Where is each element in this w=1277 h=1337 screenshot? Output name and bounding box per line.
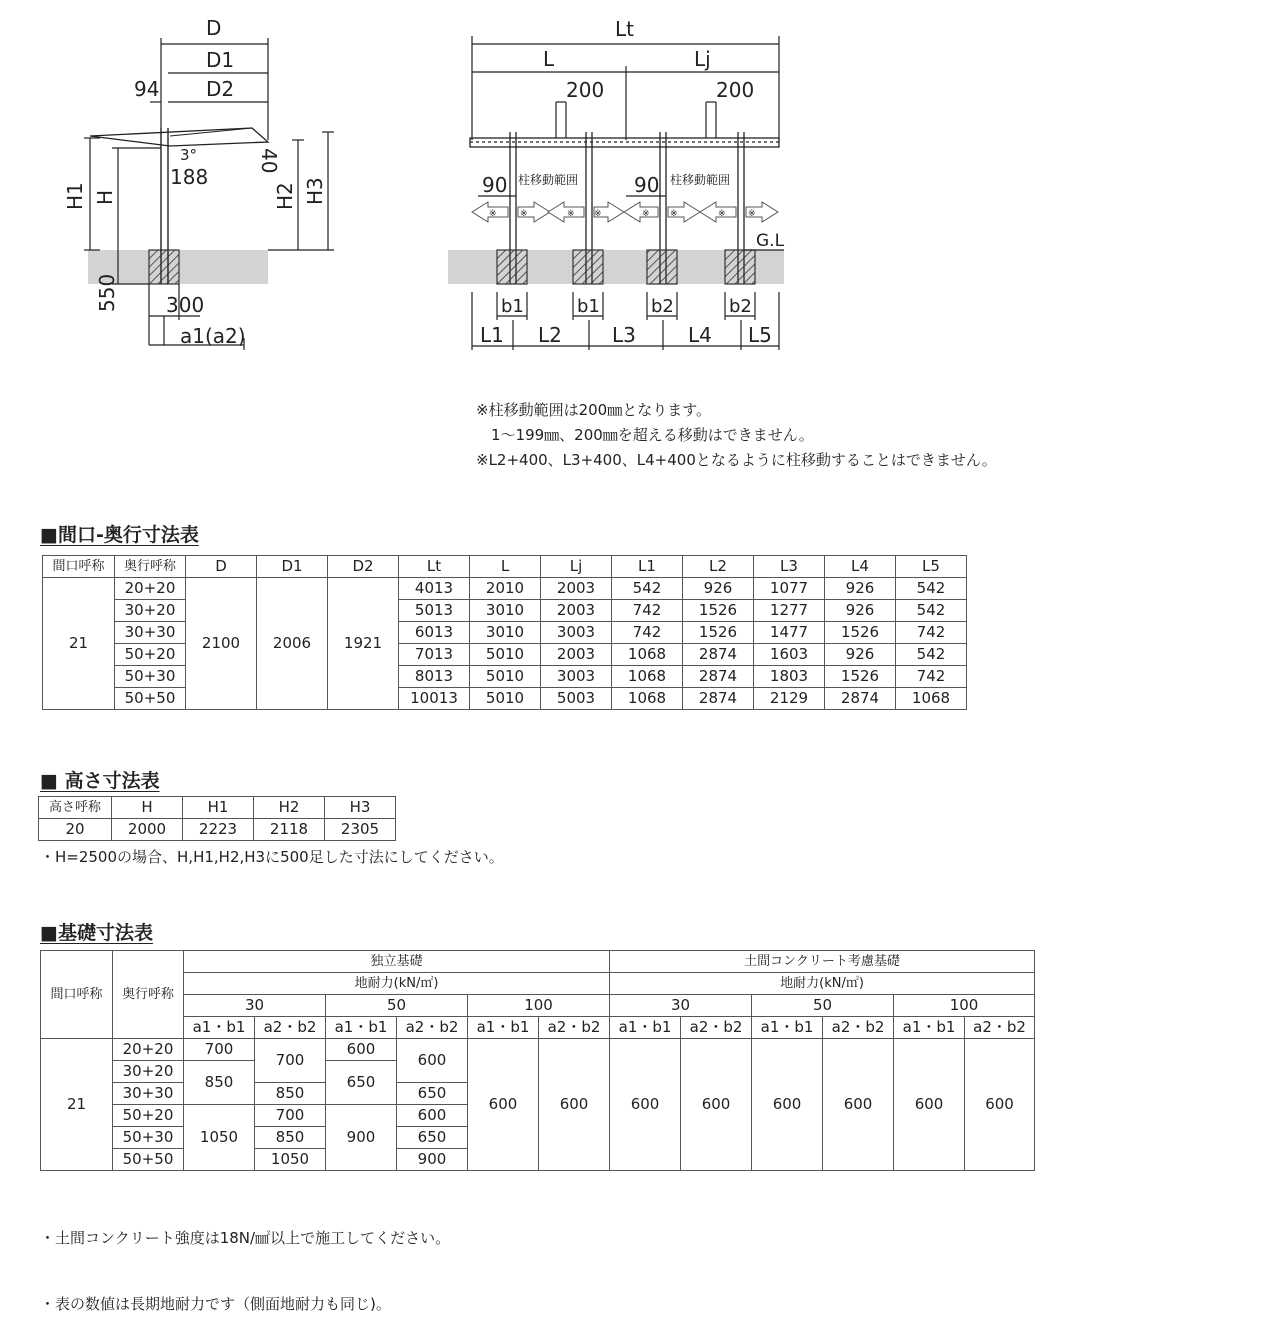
table-row [43,622,967,644]
header-sub: a1・b1 [610,1017,681,1039]
label-GL: G.L [756,231,785,251]
cell: 742 [612,622,683,644]
cell: 542 [896,578,967,600]
depth-cell: 20+20 [113,1039,184,1061]
header-cell: H1 [183,797,254,819]
label-90-right: 90 [634,173,660,197]
label-L2: L2 [538,323,562,347]
cell: 600 [397,1039,468,1083]
cell: 1068 [612,644,683,666]
header-cell: L2 [683,556,754,578]
table-header-row [41,951,1035,973]
cell: 1526 [825,666,896,688]
cell: 1526 [683,622,754,644]
cell: 2129 [754,688,825,710]
label-slope: 3° [180,146,198,164]
cell: 600 [823,1039,894,1171]
cell: 2003 [541,600,612,622]
cell: 850 [255,1083,326,1105]
header-sub: a1・b1 [894,1017,965,1039]
header-cell: L5 [896,556,967,578]
cell: 600 [752,1039,823,1171]
maguchi-cell: 21 [41,1039,113,1171]
header-group-slab: 土間コンクリート考慮基礎 [610,951,1035,973]
header-bearing: 地耐力(kN/㎡) [610,973,1035,995]
cell: 2000 [112,819,183,841]
header-sub: a1・b1 [184,1017,255,1039]
header-cell: D2 [328,556,399,578]
cell: 542 [896,644,967,666]
header-cell: L [470,556,541,578]
depth-cell: 50+50 [113,1149,184,1171]
cell: 5003 [541,688,612,710]
depth-cell: 30+20 [113,1061,184,1083]
header-capacity: 30 [184,995,326,1017]
table-row [41,1039,1035,1061]
label-D: D [206,16,222,40]
depth-cell: 50+20 [113,1105,184,1127]
cell: 742 [612,600,683,622]
header-cell: D1 [257,556,328,578]
label-Lj: Lj [694,47,711,71]
cell: 2305 [325,819,396,841]
dimension-diagram [0,0,1277,390]
mark-7: ※ [718,209,726,219]
header-cell: 間口呼称 [43,556,115,578]
cell: 600 [681,1039,752,1171]
range-label-left: 柱移動範囲 [518,173,579,187]
cell: 2874 [683,688,754,710]
note-line: 1～199㎜、200㎜を超える移動はできません。 [476,426,814,444]
note-line: ※L2+400、L3+400、L4+400となるように柱移動することはできません。 [476,451,997,469]
mark-2: ※ [520,209,528,219]
header-group-independent: 独立基礎 [184,951,610,973]
range-label-right: 柱移動範囲 [670,173,731,187]
label-D2: D2 [206,77,235,101]
foundation-note: ・表の数値は長期地耐力です（側面地耐力も同じ)。 [40,1295,391,1313]
cell: 926 [825,600,896,622]
cell: 1068 [896,688,967,710]
movement-arrows [472,202,778,222]
header-cell: H2 [254,797,325,819]
header-cell: Lj [541,556,612,578]
header-cell: 奥行呼称 [115,556,186,578]
height-table [38,796,396,841]
cell: 1050 [255,1149,326,1171]
cell: 20 [39,819,112,841]
cell: 850 [184,1061,255,1105]
maguchi-cell: 21 [43,578,115,710]
cell: 1068 [612,688,683,710]
header-sub: a2・b2 [255,1017,326,1039]
table-header-row [41,973,1035,995]
cell: 926 [825,644,896,666]
header-sub: a2・b2 [539,1017,610,1039]
cell: 7013 [399,644,470,666]
cell: 2118 [254,819,325,841]
label-L: L [543,47,555,71]
cell: 700 [255,1105,326,1127]
table-row [43,578,967,600]
cell: 3010 [470,622,541,644]
label-H: H [93,189,117,205]
header-sub: a1・b1 [468,1017,539,1039]
label-H2: H2 [273,182,297,210]
cell: 5013 [399,600,470,622]
label-94: 94 [134,77,160,101]
cell: 8013 [399,666,470,688]
table-row [39,819,396,841]
header-okuyuki: 奥行呼称 [113,951,184,1039]
table-header-row [41,995,1035,1017]
cell: 1526 [825,622,896,644]
mark-1: ※ [489,209,497,219]
table-row [43,644,967,666]
mark-6: ※ [670,209,678,219]
cell: 2223 [183,819,254,841]
cell: 600 [965,1039,1035,1171]
cell: 1477 [754,622,825,644]
label-D1: D1 [206,48,235,72]
header-cell: L4 [825,556,896,578]
cell: 542 [612,578,683,600]
label-200-left: 200 [566,78,605,102]
cell: 742 [896,666,967,688]
depth-cell: 50+30 [113,1127,184,1149]
height-note: ・H=2500の場合、H,H1,H2,H3に500足した寸法にしてください。 [40,848,504,866]
header-cell: 高さ呼称 [39,797,112,819]
label-a1a2: a1(a2) [180,324,246,348]
notes [476,398,997,473]
cell: 1526 [683,600,754,622]
cell: 1077 [754,578,825,600]
table2-title: ■ 高さ寸法表 [40,770,160,792]
cell: 600 [539,1039,610,1171]
cell: 926 [683,578,754,600]
cell: 900 [397,1149,468,1171]
cell: 600 [326,1039,397,1061]
cell: 2874 [825,688,896,710]
label-L3: L3 [612,323,636,347]
label-L4: L4 [688,323,712,347]
label-188: 188 [170,165,209,189]
header-cell: D [186,556,257,578]
cell: 1603 [754,644,825,666]
foundation-table [40,950,1035,1171]
table3-title: ■基礎寸法表 [40,922,153,944]
mark-8: ※ [748,209,756,219]
cell: 1050 [184,1105,255,1171]
cell: 1277 [754,600,825,622]
label-300: 300 [166,293,205,317]
label-b2-first: b2 [651,296,674,317]
label-L1: L1 [480,323,504,347]
cell: 10013 [399,688,470,710]
header-cell: H3 [325,797,396,819]
cell: 542 [896,600,967,622]
cell: 900 [326,1105,397,1171]
label-H3: H3 [303,177,327,205]
mark-5: ※ [642,209,650,219]
table1-title: ■間口-奥行寸法表 [40,524,199,546]
mark-4: ※ [594,209,602,219]
cell: 5010 [470,666,541,688]
table-header-row [41,1017,1035,1039]
table-row [43,666,967,688]
cell: 2003 [541,578,612,600]
cell: 700 [184,1039,255,1061]
table-row [43,688,967,710]
header-cell: H [112,797,183,819]
note-line: ※柱移動範囲は200㎜となります。 [476,401,712,419]
cell: 2874 [683,666,754,688]
cell: 30+30 [115,622,186,644]
cell-D2: 1921 [328,578,399,710]
header-capacity: 50 [752,995,894,1017]
cell: 926 [825,578,896,600]
cell: 600 [468,1039,539,1171]
cell: 50+50 [115,688,186,710]
header-sub: a2・b2 [823,1017,894,1039]
cell: 50+20 [115,644,186,666]
label-Lt: Lt [615,17,634,41]
cell: 650 [397,1127,468,1149]
width-depth-table [42,555,967,710]
cell: 600 [894,1039,965,1171]
cell: 650 [397,1083,468,1105]
header-capacity: 30 [610,995,752,1017]
cell-D: 2100 [186,578,257,710]
cell: 600 [397,1105,468,1127]
foundation-note: ・土間コンクリート強度は18N/㎟以上で施工してください。 [40,1229,451,1247]
label-40: 40 [257,148,281,174]
label-b1-first: b1 [501,296,524,317]
label-200-right: 200 [716,78,755,102]
depth-cell: 30+30 [113,1083,184,1105]
cell: 650 [326,1061,397,1105]
table-header-row [39,797,396,819]
label-90-left: 90 [482,173,508,197]
cell: 2003 [541,644,612,666]
cell: 5010 [470,688,541,710]
cell: 5010 [470,644,541,666]
cell: 30+20 [115,600,186,622]
cell: 700 [255,1039,326,1083]
cell: 4013 [399,578,470,600]
mark-3: ※ [567,209,575,219]
header-sub: a2・b2 [681,1017,752,1039]
cell: 3010 [470,600,541,622]
cell: 1803 [754,666,825,688]
cell: 20+20 [115,578,186,600]
cell: 3003 [541,622,612,644]
header-cell: Lt [399,556,470,578]
cell: 600 [610,1039,681,1171]
header-capacity: 100 [468,995,610,1017]
cell: 1068 [612,666,683,688]
foundation-notes [40,1183,450,1337]
header-cell: L3 [754,556,825,578]
header-maguchi: 間口呼称 [41,951,113,1039]
table-header-row [43,556,967,578]
cell: 850 [255,1127,326,1149]
header-capacity: 50 [326,995,468,1017]
cell: 3003 [541,666,612,688]
cell: 742 [896,622,967,644]
header-sub: a2・b2 [397,1017,468,1039]
cell: 2874 [683,644,754,666]
label-L5: L5 [748,323,772,347]
label-b2-second: b2 [729,296,752,317]
header-bearing: 地耐力(kN/㎡) [184,973,610,995]
label-b1-second: b1 [577,296,600,317]
label-550: 550 [95,273,119,312]
cell: 2010 [470,578,541,600]
cell: 50+30 [115,666,186,688]
header-capacity: 100 [894,995,1035,1017]
cell: 6013 [399,622,470,644]
table-row [43,600,967,622]
header-cell: L1 [612,556,683,578]
cell-D1: 2006 [257,578,328,710]
header-sub: a1・b1 [752,1017,823,1039]
header-sub: a2・b2 [965,1017,1035,1039]
header-sub: a1・b1 [326,1017,397,1039]
label-H1: H1 [63,182,87,210]
